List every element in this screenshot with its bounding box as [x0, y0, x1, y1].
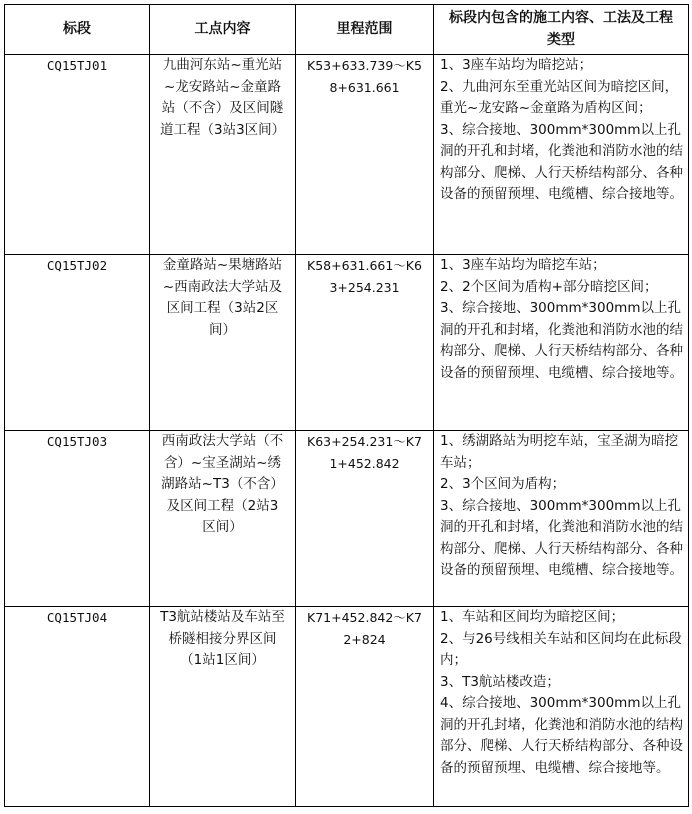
mileage: K53+633.739～K58+631.661: [296, 55, 434, 255]
content-line: 1、3座车站均为暗挖车站；: [440, 257, 606, 273]
content-line: 1、车站和区间均为暗挖区间；: [440, 609, 625, 625]
content-line: 3、综合接地、300mm*300mm以上孔洞的开孔和封堵，化粪池和消防水池的结构部分、爬梯、人行天桥结构部分、各种设备的预留预埋、电缆槽、综合接地等。: [440, 300, 683, 381]
content-line: 1、绣湖路站为明挖车站，宝圣湖为暗挖车站；: [440, 433, 679, 471]
content-line: 2、与26号线相关车站和区间均在此标段内；: [440, 630, 682, 668]
header-row: [5, 5, 689, 55]
section-code: CQ15TJ03: [5, 431, 150, 607]
content-cell: [434, 255, 689, 431]
content-line: 3、T3航站楼改造；: [440, 673, 560, 690]
work-point: 九曲河东站~重光站~龙安路站~金童路站（不含）及区间隧道工程（3站3区间）: [150, 55, 296, 255]
table-row: [5, 55, 689, 255]
content-line: 2、九曲河东至重光站区间为暗挖区间，重光~龙安路~金童路为盾构区间；: [440, 78, 679, 116]
content-cell: [434, 55, 689, 255]
content-line: 4、综合接地、300mm*300mm以上孔洞的开孔封堵，化粪池和消防水池的结构部分、爬梯、人行天桥结构部分、各种设备的预留预埋、电缆槽、综合接地等。: [440, 695, 683, 776]
header-mileage: 里程范围: [296, 5, 434, 55]
table-row: [5, 607, 689, 807]
work-point: 西南政法大学站（不含）~宝圣湖站~绣湖路站~T3（不含）及区间工程（2站3区间）: [150, 431, 296, 607]
page: [4, 4, 689, 807]
mileage: K71+452.842～K72+824: [296, 607, 434, 807]
mileage: K58+631.661～K63+254.231: [296, 255, 434, 431]
section-code: CQ15TJ02: [5, 255, 150, 431]
work-point: T3航站楼站及车站至桥隧相接分界区间（1站1区间）: [150, 607, 296, 807]
header-content: 标段内包含的施工内容、工法及工程类型: [434, 5, 689, 55]
content-cell: [434, 431, 689, 607]
content-line: 3、综合接地、300mm*300mm以上孔洞的开孔和封堵，化粪池和消防水池的结构部分、爬梯、人行天桥结构部分、各种设备的预留预埋、电缆槽、综合接地等。: [440, 121, 683, 202]
section-code: CQ15TJ04: [5, 607, 150, 807]
table-row: [5, 255, 689, 431]
content-line: 1、3座车站均为暗挖站；: [440, 57, 593, 73]
work-point: 金童路站~果塘路站~西南政法大学站及区间工程（3站2区间）: [150, 255, 296, 431]
mileage: K63+254.231～K71+452.842: [296, 431, 434, 607]
content-line: 2、3个区间为盾构；: [440, 476, 566, 492]
content-line: 3、综合接地、300mm*300mm以上孔洞的开孔和封堵，化粪池和消防水池的结构部分、爬梯、人行天桥结构部分、各种设备的预留预埋、电缆槽、综合接地等。: [440, 497, 683, 578]
content-cell: [434, 607, 689, 807]
header-work-point: 工点内容: [150, 5, 296, 55]
header-section: 标段: [5, 5, 150, 55]
table-row: [5, 431, 689, 607]
section-table: [4, 4, 689, 807]
content-line: 2、2个区间为盾构+部分暗挖区间；: [440, 278, 658, 295]
section-code: CQ15TJ01: [5, 55, 150, 255]
